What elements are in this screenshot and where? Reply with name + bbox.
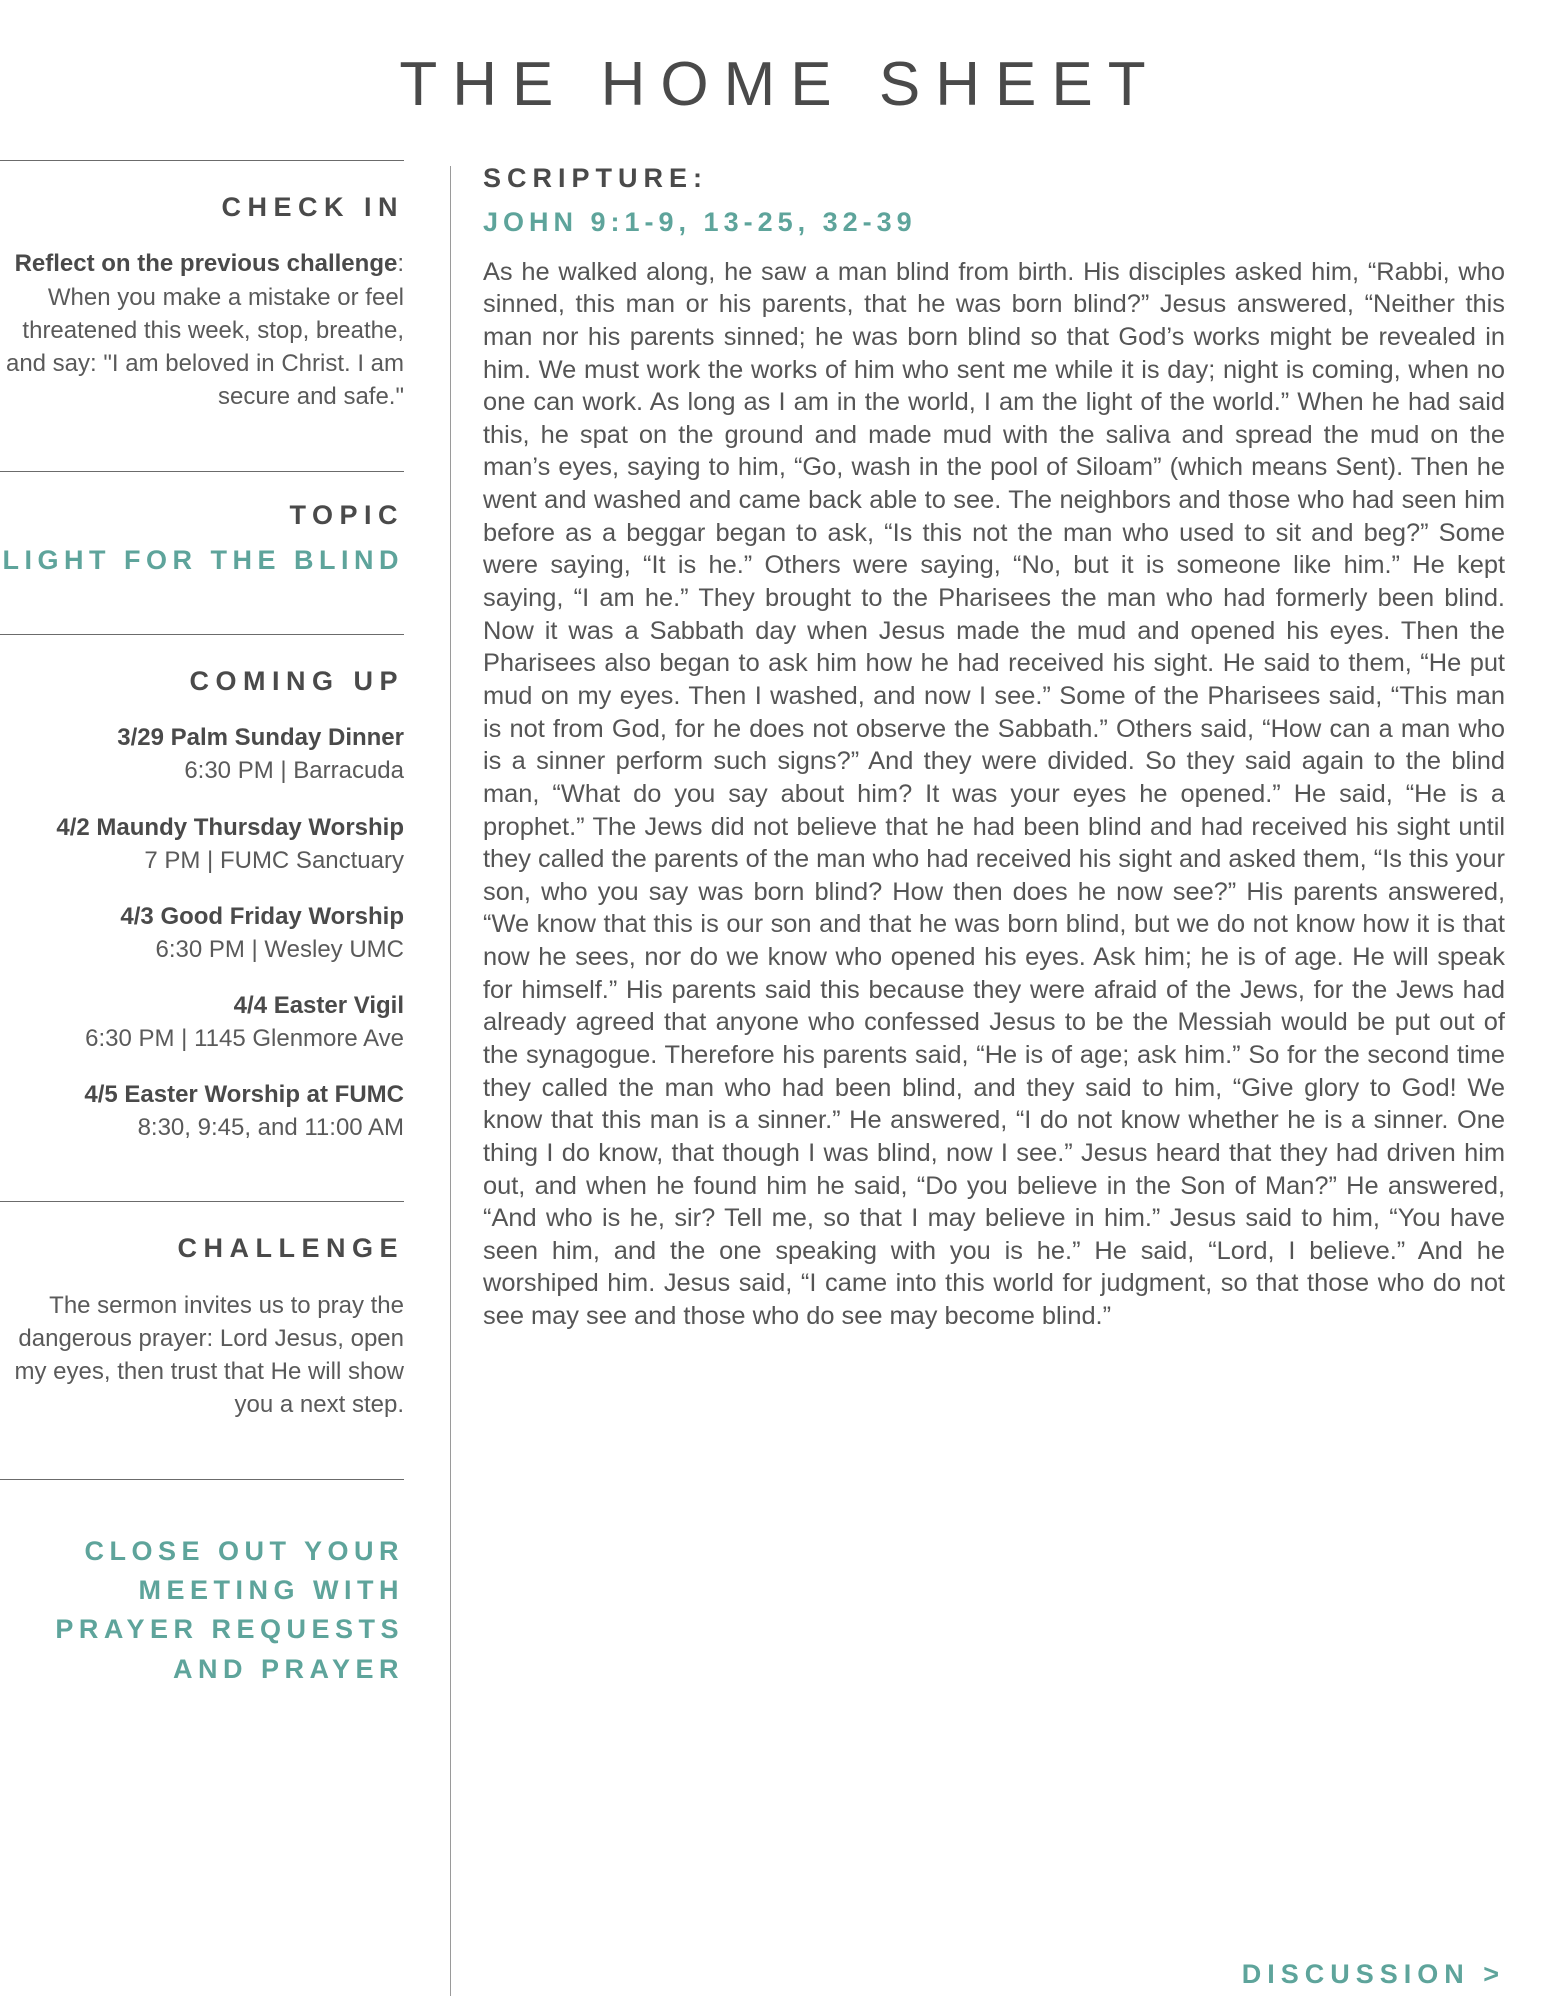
content-columns — [0, 160, 1545, 1996]
close-out-line: CLOSE OUT YOUR — [84, 1536, 404, 1567]
events-list — [0, 723, 404, 1143]
divider-close-out — [0, 1479, 404, 1480]
event-title: 4/3 Good Friday Worship — [120, 902, 404, 930]
check-in-body-rest: : When you make a mistake or feel threatened this week, stop, breathe, and say: "I am beloved in Christ. I am secure and safe." — [5, 250, 404, 410]
topic-value: LIGHT FOR THE BLIND — [2, 545, 404, 576]
main-column — [451, 160, 1505, 1996]
topic-heading: TOPIC — [289, 500, 404, 531]
discussion-link[interactable]: DISCUSSION > — [1241, 1959, 1505, 1990]
scripture-reference: JOHN 9:1-9, 13-25, 32-39 — [483, 206, 917, 237]
divider-coming-up — [0, 634, 404, 635]
event-meta: 6:30 PM | 1145 Glenmore Ave — [85, 1024, 404, 1052]
close-out-callout — [0, 1532, 404, 1689]
coming-up-heading: COMING UP — [189, 666, 404, 697]
event-title: 4/5 Easter Worship at FUMC — [84, 1081, 404, 1109]
check-in-body-bold: Reflect on the previous challenge — [14, 250, 398, 278]
scripture-body: As he walked along, he saw a man blind from birth. His disciples asked him, “Rabbi, who sinned, this man or his parents, that he was born blind?” Jesus answered, “Neither this man nor his parents sinned; he was born blind so that God’s works might be revealed in him. We must work the works of him who sent me while it is day; night is coming, when no one can work. As long as I am in the world, I am the light of the world.” When he had said this, he spat on the ground and made mud with the saliva and spread the mud on the man’s eyes, saying to him, “Go, wash in the pool of Siloam” (which means Sent). Then he went and washed and came back able to see. The neighbors and those who had seen him before as a beggar began to ask, “Is this not the man who used to sit and beg?” Some were saying, “It is he.” Others were saying, “No, but it is someone like him.” He kept saying, “I am he.” They brought to the Pharisees the man who had formerly been blind. Now it was a Sabbath day when Jesus made the mud and opened his eyes. Then the Pharisees also began to ask him how he had received his sight. He said to them, “He put mud on my eyes. Then I washed, and now I see.” Some of the Pharisees said, “This man is not from God, for he does not observe the Sabbath.” Others said, “How can a man who is a sinner perform such signs?” And they were divided. So they said again to the blind man, “What do you say about him? It was your eyes he opened.” He said, “He is a prophet.” The Jews did not believe that he had been blind and had received his sight until they called the parents of the man who had received his sight and asked them, “Is this your son, who you say was born blind? How then does he now see?” His parents answered, “We know that this is our son and that he was born blind, but we do not know how it is that now he sees, nor do we know who opened his eyes. Ask him; he is of age. He will speak for himself.” His parents said this because they were afraid of the Jews, for the Jews had already agreed that anyone who confessed Jesus to be the Messiah would be put out of the synagogue. Therefore his parents said, “He is of age; ask him.” So for the second time they called the man who had been blind, and they said to him, “Give glory to God! We know that this man is a sinner.” He answered, “I do not know whether he is a sinner. One thing I do know, that though I was blind, now I see.” Jesus heard that they had driven him out, and when he found him he said, “Do you believe in the Son of Man?” He answered, “And who is he, sir? Tell me, so that I may believe in him.” Jesus said to him, “You have seen him, and the one speaking with you is he.” He said, “Lord, I believe.” And he worshiped him. Jesus said, “I came into this world for judgment, so that those who do not see may see and those who do see may become blind.” — [483, 257, 1505, 1331]
section-check-in — [0, 160, 404, 413]
check-in-heading: CHECK IN — [221, 192, 404, 223]
list-item — [0, 902, 404, 965]
list-item — [0, 723, 404, 786]
page-title: THE HOME SHEET — [399, 50, 1161, 119]
event-meta: 6:30 PM | Barracuda — [184, 757, 404, 785]
masthead — [0, 0, 1545, 117]
check-in-body — [0, 247, 404, 413]
close-out-line: PRAYER REQUESTS — [55, 1614, 404, 1645]
close-out-line: MEETING WITH — [138, 1575, 404, 1606]
event-meta: 6:30 PM | Wesley UMC — [155, 935, 404, 963]
section-coming-up — [0, 634, 404, 1143]
event-title: 3/29 Palm Sunday Dinner — [117, 724, 404, 752]
event-meta: 7 PM | FUMC Sanctuary — [144, 846, 404, 874]
event-title: 4/2 Maundy Thursday Worship — [56, 813, 404, 841]
section-topic — [0, 471, 404, 576]
section-challenge — [0, 1201, 404, 1421]
divider-challenge — [0, 1201, 404, 1202]
challenge-heading: CHALLENGE — [177, 1233, 404, 1264]
event-title: 4/4 Easter Vigil — [233, 991, 404, 1019]
list-item — [0, 813, 404, 876]
challenge-body: The sermon invites us to pray the dangerous prayer: Lord Jesus, open my eyes, then trust that He will show you a next step. — [14, 1291, 404, 1419]
divider-topic — [0, 471, 404, 472]
sidebar — [0, 160, 420, 1996]
scripture-label: SCRIPTURE: — [483, 163, 709, 194]
list-item — [0, 1080, 404, 1143]
divider-check-in — [0, 160, 404, 161]
event-meta: 8:30, 9:45, and 11:00 AM — [137, 1114, 404, 1142]
section-close-out — [0, 1479, 404, 1689]
list-item — [0, 991, 404, 1054]
close-out-line: AND PRAYER — [172, 1653, 404, 1684]
